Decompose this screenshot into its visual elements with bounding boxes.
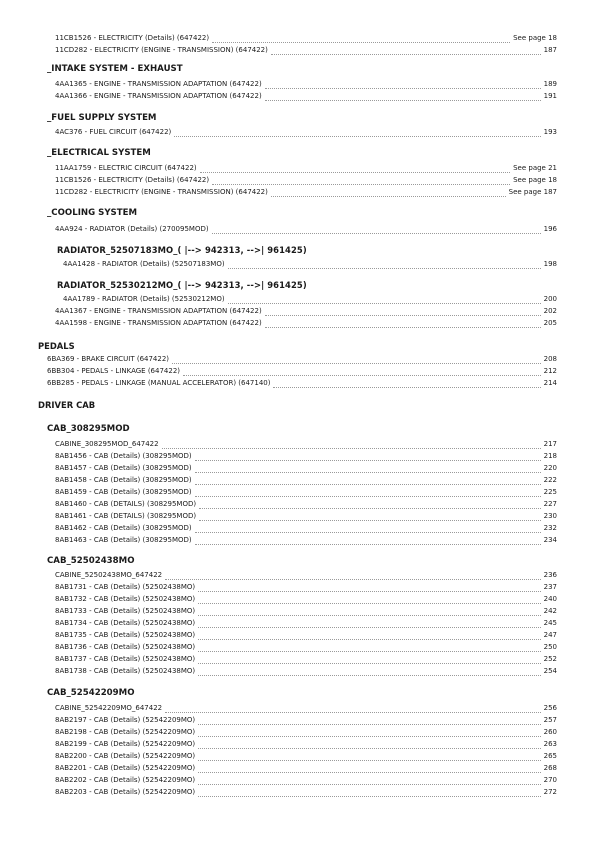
toc-entry-page: 234	[543, 536, 557, 544]
toc-entry[interactable]	[63, 259, 557, 269]
toc-entry-page: 254	[543, 667, 557, 675]
dot-leader	[198, 754, 540, 761]
toc-entry-title: CABINE_308295MOD_647422	[55, 440, 159, 448]
dot-leader	[212, 178, 510, 185]
dot-leader	[199, 514, 541, 521]
dot-leader	[198, 609, 540, 616]
toc-entry-page: 205	[543, 319, 557, 327]
toc-entry-page: 268	[543, 764, 557, 772]
toc-entry-page: 230	[543, 512, 557, 520]
dot-leader	[228, 262, 541, 269]
toc-entry-title: 8AB1459 - CAB (Details) (308295MOD)	[55, 488, 192, 496]
section-heading: PEDALS	[38, 341, 75, 351]
toc-entry[interactable]	[55, 523, 557, 533]
dot-leader	[198, 766, 540, 773]
dot-leader	[195, 466, 541, 473]
subsection-heading: _FUEL SUPPLY SYSTEM	[47, 113, 157, 123]
toc-entry-page: 250	[543, 643, 557, 651]
toc-entry-page: 196	[543, 225, 557, 233]
subsection-heading: _INTAKE SYSTEM - EXHAUST	[47, 64, 183, 74]
toc-entry[interactable]	[55, 487, 557, 497]
dot-leader	[198, 633, 540, 640]
toc-entry[interactable]	[55, 570, 557, 580]
toc-entry-page: 198	[543, 260, 557, 268]
toc-entry[interactable]	[55, 511, 557, 521]
toc-entry[interactable]	[55, 727, 557, 737]
toc-entry-title: 8AB1733 - CAB (Details) (52502438MO)	[55, 607, 196, 615]
toc-entry-page: 227	[543, 500, 557, 508]
toc-entry-title: CABINE_52502438MO_647422	[55, 571, 163, 579]
dot-leader	[199, 502, 541, 509]
variant-heading: RADIATOR_52507183MO_( |--> 942313, -->| 961425)	[57, 245, 307, 255]
toc-entry-title: 6BB285 - PEDALS - LINKAGE (MANUAL ACCELERATOR) (647140)	[47, 379, 271, 387]
toc-entry-title: 4AA1598 - ENGINE - TRANSMISSION ADAPTATION (647422)	[55, 319, 262, 327]
toc-entry[interactable]	[55, 463, 557, 473]
toc-entry[interactable]	[55, 739, 557, 749]
toc-entry[interactable]	[55, 306, 557, 316]
toc-entry-title: 8AB1457 - CAB (Details) (308295MOD)	[55, 464, 192, 472]
toc-entry-title: 8AB2201 - CAB (Details) (52542209MO)	[55, 764, 196, 772]
toc-entry-page: 252	[543, 655, 557, 663]
toc-entry[interactable]	[55, 318, 557, 328]
toc-entry-page: See page 187	[508, 188, 557, 196]
toc-entry-title: 8AB1736 - CAB (Details) (52502438MO)	[55, 643, 196, 651]
toc-entry-page: 222	[543, 476, 557, 484]
dot-leader	[165, 706, 541, 713]
toc-entry-title: 11CD282 - ELECTRICITY (ENGINE - TRANSMISSION) (647422)	[55, 46, 268, 54]
toc-entry-page: 200	[543, 295, 557, 303]
toc-entry-title: 8AB1456 - CAB (Details) (308295MOD)	[55, 452, 192, 460]
toc-entry-page: See page 18	[513, 176, 557, 184]
dot-leader	[265, 309, 541, 316]
toc-entry-title: 8AB2199 - CAB (Details) (52542209MO)	[55, 740, 196, 748]
dot-leader	[271, 190, 506, 197]
toc-entry[interactable]	[55, 594, 557, 604]
subsection-heading: _ELECTRICAL SYSTEM	[47, 148, 151, 158]
toc-entry-title: 11CB1526 - ELECTRICITY (Details) (647422)	[55, 176, 210, 184]
toc-entry-title: 8AB2203 - CAB (Details) (52542209MO)	[55, 788, 196, 796]
dot-leader	[195, 538, 541, 545]
toc-entry-page: 245	[543, 619, 557, 627]
dot-leader	[198, 621, 540, 628]
toc-entry-page: 270	[543, 776, 557, 784]
dot-leader	[198, 730, 540, 737]
toc-entry-page: 187	[543, 46, 557, 54]
toc-entry[interactable]	[47, 354, 557, 364]
dot-leader	[165, 573, 541, 580]
toc-entry-page: 217	[543, 440, 557, 448]
toc-entry[interactable]	[55, 475, 557, 485]
toc-entry-title: 8AB1737 - CAB (Details) (52502438MO)	[55, 655, 196, 663]
toc-entry-page: 240	[543, 595, 557, 603]
toc-entry[interactable]	[55, 187, 557, 197]
toc-entry[interactable]	[55, 763, 557, 773]
toc-entry-page: 272	[543, 788, 557, 796]
dot-leader	[195, 526, 541, 533]
toc-entry[interactable]	[55, 91, 557, 101]
dot-leader	[271, 48, 541, 55]
toc-entry-page: 220	[543, 464, 557, 472]
dot-leader	[212, 227, 541, 234]
toc-entry-page: 191	[543, 92, 557, 100]
toc-entry[interactable]	[55, 630, 557, 640]
dot-leader	[198, 669, 540, 676]
toc-entry[interactable]	[55, 535, 557, 545]
toc-entry[interactable]	[55, 666, 557, 676]
toc-entry-page: 202	[543, 307, 557, 315]
dot-leader	[198, 742, 540, 749]
toc-entry[interactable]	[55, 451, 557, 461]
toc-entry-title: 6BB304 - PEDALS - LINKAGE (647422)	[47, 367, 181, 375]
toc-entry[interactable]	[55, 499, 557, 509]
toc-entry-title: 4AA924 - RADIATOR (Details) (270095MOD)	[55, 225, 209, 233]
dot-leader	[174, 130, 540, 137]
toc-entry-page: See page 21	[513, 164, 557, 172]
toc-entry[interactable]	[47, 378, 557, 388]
toc-entry-title: 8AB2202 - CAB (Details) (52542209MO)	[55, 776, 196, 784]
toc-entry-page: 260	[543, 728, 557, 736]
dot-leader	[273, 381, 540, 388]
dot-leader	[172, 357, 541, 364]
toc-entry[interactable]	[47, 366, 557, 376]
toc-entry[interactable]	[55, 775, 557, 785]
toc-entry-page: 256	[543, 704, 557, 712]
dot-leader	[198, 790, 540, 797]
toc-entry-title: 8AB2198 - CAB (Details) (52542209MO)	[55, 728, 196, 736]
subsection-heading: CAB_308295MOD	[47, 424, 130, 434]
toc-entry-title: 4AA1789 - RADIATOR (Details) (52530212MO)	[63, 295, 225, 303]
toc-entry[interactable]	[55, 79, 557, 89]
toc-entry-title: 8AB1458 - CAB (Details) (308295MOD)	[55, 476, 192, 484]
toc-entry[interactable]	[63, 294, 557, 304]
dot-leader	[198, 778, 540, 785]
toc-entry[interactable]	[55, 163, 557, 173]
toc-entry-title: 8AB2197 - CAB (Details) (52542209MO)	[55, 716, 196, 724]
toc-entry[interactable]	[55, 224, 557, 234]
dot-leader	[265, 82, 541, 89]
toc-entry-title: 11CD282 - ELECTRICITY (ENGINE - TRANSMISSION) (647422)	[55, 188, 268, 196]
variant-heading: RADIATOR_52530212MO_( |--> 942313, -->| 961425)	[57, 280, 307, 290]
toc-entry-title: 6BA369 - BRAKE CIRCUIT (647422)	[47, 355, 170, 363]
toc-entry-title: 11CB1526 - ELECTRICITY (Details) (647422)	[55, 34, 210, 42]
toc-entry[interactable]	[55, 787, 557, 797]
toc-entry-title: 4AA1366 - ENGINE - TRANSMISSION ADAPTATION (647422)	[55, 92, 262, 100]
toc-entry-title: 4AA1428 - RADIATOR (Details) (52507183MO)	[63, 260, 225, 268]
dot-leader	[195, 478, 541, 485]
dot-leader	[198, 718, 540, 725]
dot-leader	[195, 454, 541, 461]
toc-entry-page: 265	[543, 752, 557, 760]
dot-leader	[198, 645, 540, 652]
toc-entry[interactable]	[55, 33, 557, 43]
toc-entry-title: 8AB1731 - CAB (Details) (52502438MO)	[55, 583, 196, 591]
toc-entry-page: 237	[543, 583, 557, 591]
dot-leader	[198, 657, 540, 664]
toc-entry[interactable]	[55, 175, 557, 185]
toc-entry-title: 8AB1732 - CAB (Details) (52502438MO)	[55, 595, 196, 603]
toc-entry-page: 236	[543, 571, 557, 579]
toc-entry-page: 218	[543, 452, 557, 460]
toc-entry[interactable]	[55, 618, 557, 628]
toc-entry-page: 212	[543, 367, 557, 375]
toc-entry-title: 4AC376 - FUEL CIRCUIT (647422)	[55, 128, 172, 136]
toc-entry-title: 8AB1463 - CAB (Details) (308295MOD)	[55, 536, 192, 544]
toc-entry-page: 214	[543, 379, 557, 387]
toc-entry[interactable]	[55, 439, 557, 449]
toc-entry-page: 247	[543, 631, 557, 639]
toc-entry[interactable]	[55, 127, 557, 137]
dot-leader	[265, 94, 541, 101]
toc-entry-title: 8AB1738 - CAB (Details) (52502438MO)	[55, 667, 196, 675]
toc-entry-page: See page 18	[513, 34, 557, 42]
toc-entry-title: 8AB1734 - CAB (Details) (52502438MO)	[55, 619, 196, 627]
dot-leader	[198, 585, 540, 592]
toc-entry-page: 263	[543, 740, 557, 748]
toc-entry-page: 232	[543, 524, 557, 532]
toc-entry-page: 225	[543, 488, 557, 496]
toc-entry-title: 8AB1461 - CAB (DETAILS) (308295MOD)	[55, 512, 197, 520]
toc-entry[interactable]	[55, 751, 557, 761]
toc-entry-page: 242	[543, 607, 557, 615]
toc-entry[interactable]	[55, 606, 557, 616]
toc-entry-page: 189	[543, 80, 557, 88]
toc-entry-title: 8AB1462 - CAB (Details) (308295MOD)	[55, 524, 192, 532]
dot-leader	[200, 166, 510, 173]
toc-entry-title: 4AA1367 - ENGINE - TRANSMISSION ADAPTATION (647422)	[55, 307, 262, 315]
toc-entry[interactable]	[55, 45, 557, 55]
toc-entry-title: 8AB1460 - CAB (DETAILS) (308295MOD)	[55, 500, 197, 508]
toc-entry-title: 11AA1759 - ELECTRIC CIRCUIT (647422)	[55, 164, 197, 172]
toc-entry-title: 8AB2200 - CAB (Details) (52542209MO)	[55, 752, 196, 760]
dot-leader	[265, 321, 541, 328]
dot-leader	[183, 369, 541, 376]
toc-entry-title: 4AA1365 - ENGINE - TRANSMISSION ADAPTATION (647422)	[55, 80, 262, 88]
toc-entry[interactable]	[55, 703, 557, 713]
dot-leader	[162, 442, 541, 449]
subsection-heading: CAB_52502438MO	[47, 556, 135, 566]
section-heading: DRIVER CAB	[38, 400, 96, 410]
subsection-heading: _COOLING SYSTEM	[47, 208, 138, 218]
toc-entry-title: 8AB1735 - CAB (Details) (52502438MO)	[55, 631, 196, 639]
toc-entry-title: CABINE_52542209MO_647422	[55, 704, 163, 712]
dot-leader	[228, 297, 541, 304]
dot-leader	[195, 490, 541, 497]
toc-entry[interactable]	[55, 715, 557, 725]
toc-entry[interactable]	[55, 582, 557, 592]
subsection-heading: CAB_52542209MO	[47, 688, 135, 698]
toc-entry[interactable]	[55, 642, 557, 652]
toc-entry-page: 257	[543, 716, 557, 724]
dot-leader	[198, 597, 540, 604]
toc-entry-page: 193	[543, 128, 557, 136]
toc-entry-page: 208	[543, 355, 557, 363]
dot-leader	[212, 36, 510, 43]
toc-entry[interactable]	[55, 654, 557, 664]
